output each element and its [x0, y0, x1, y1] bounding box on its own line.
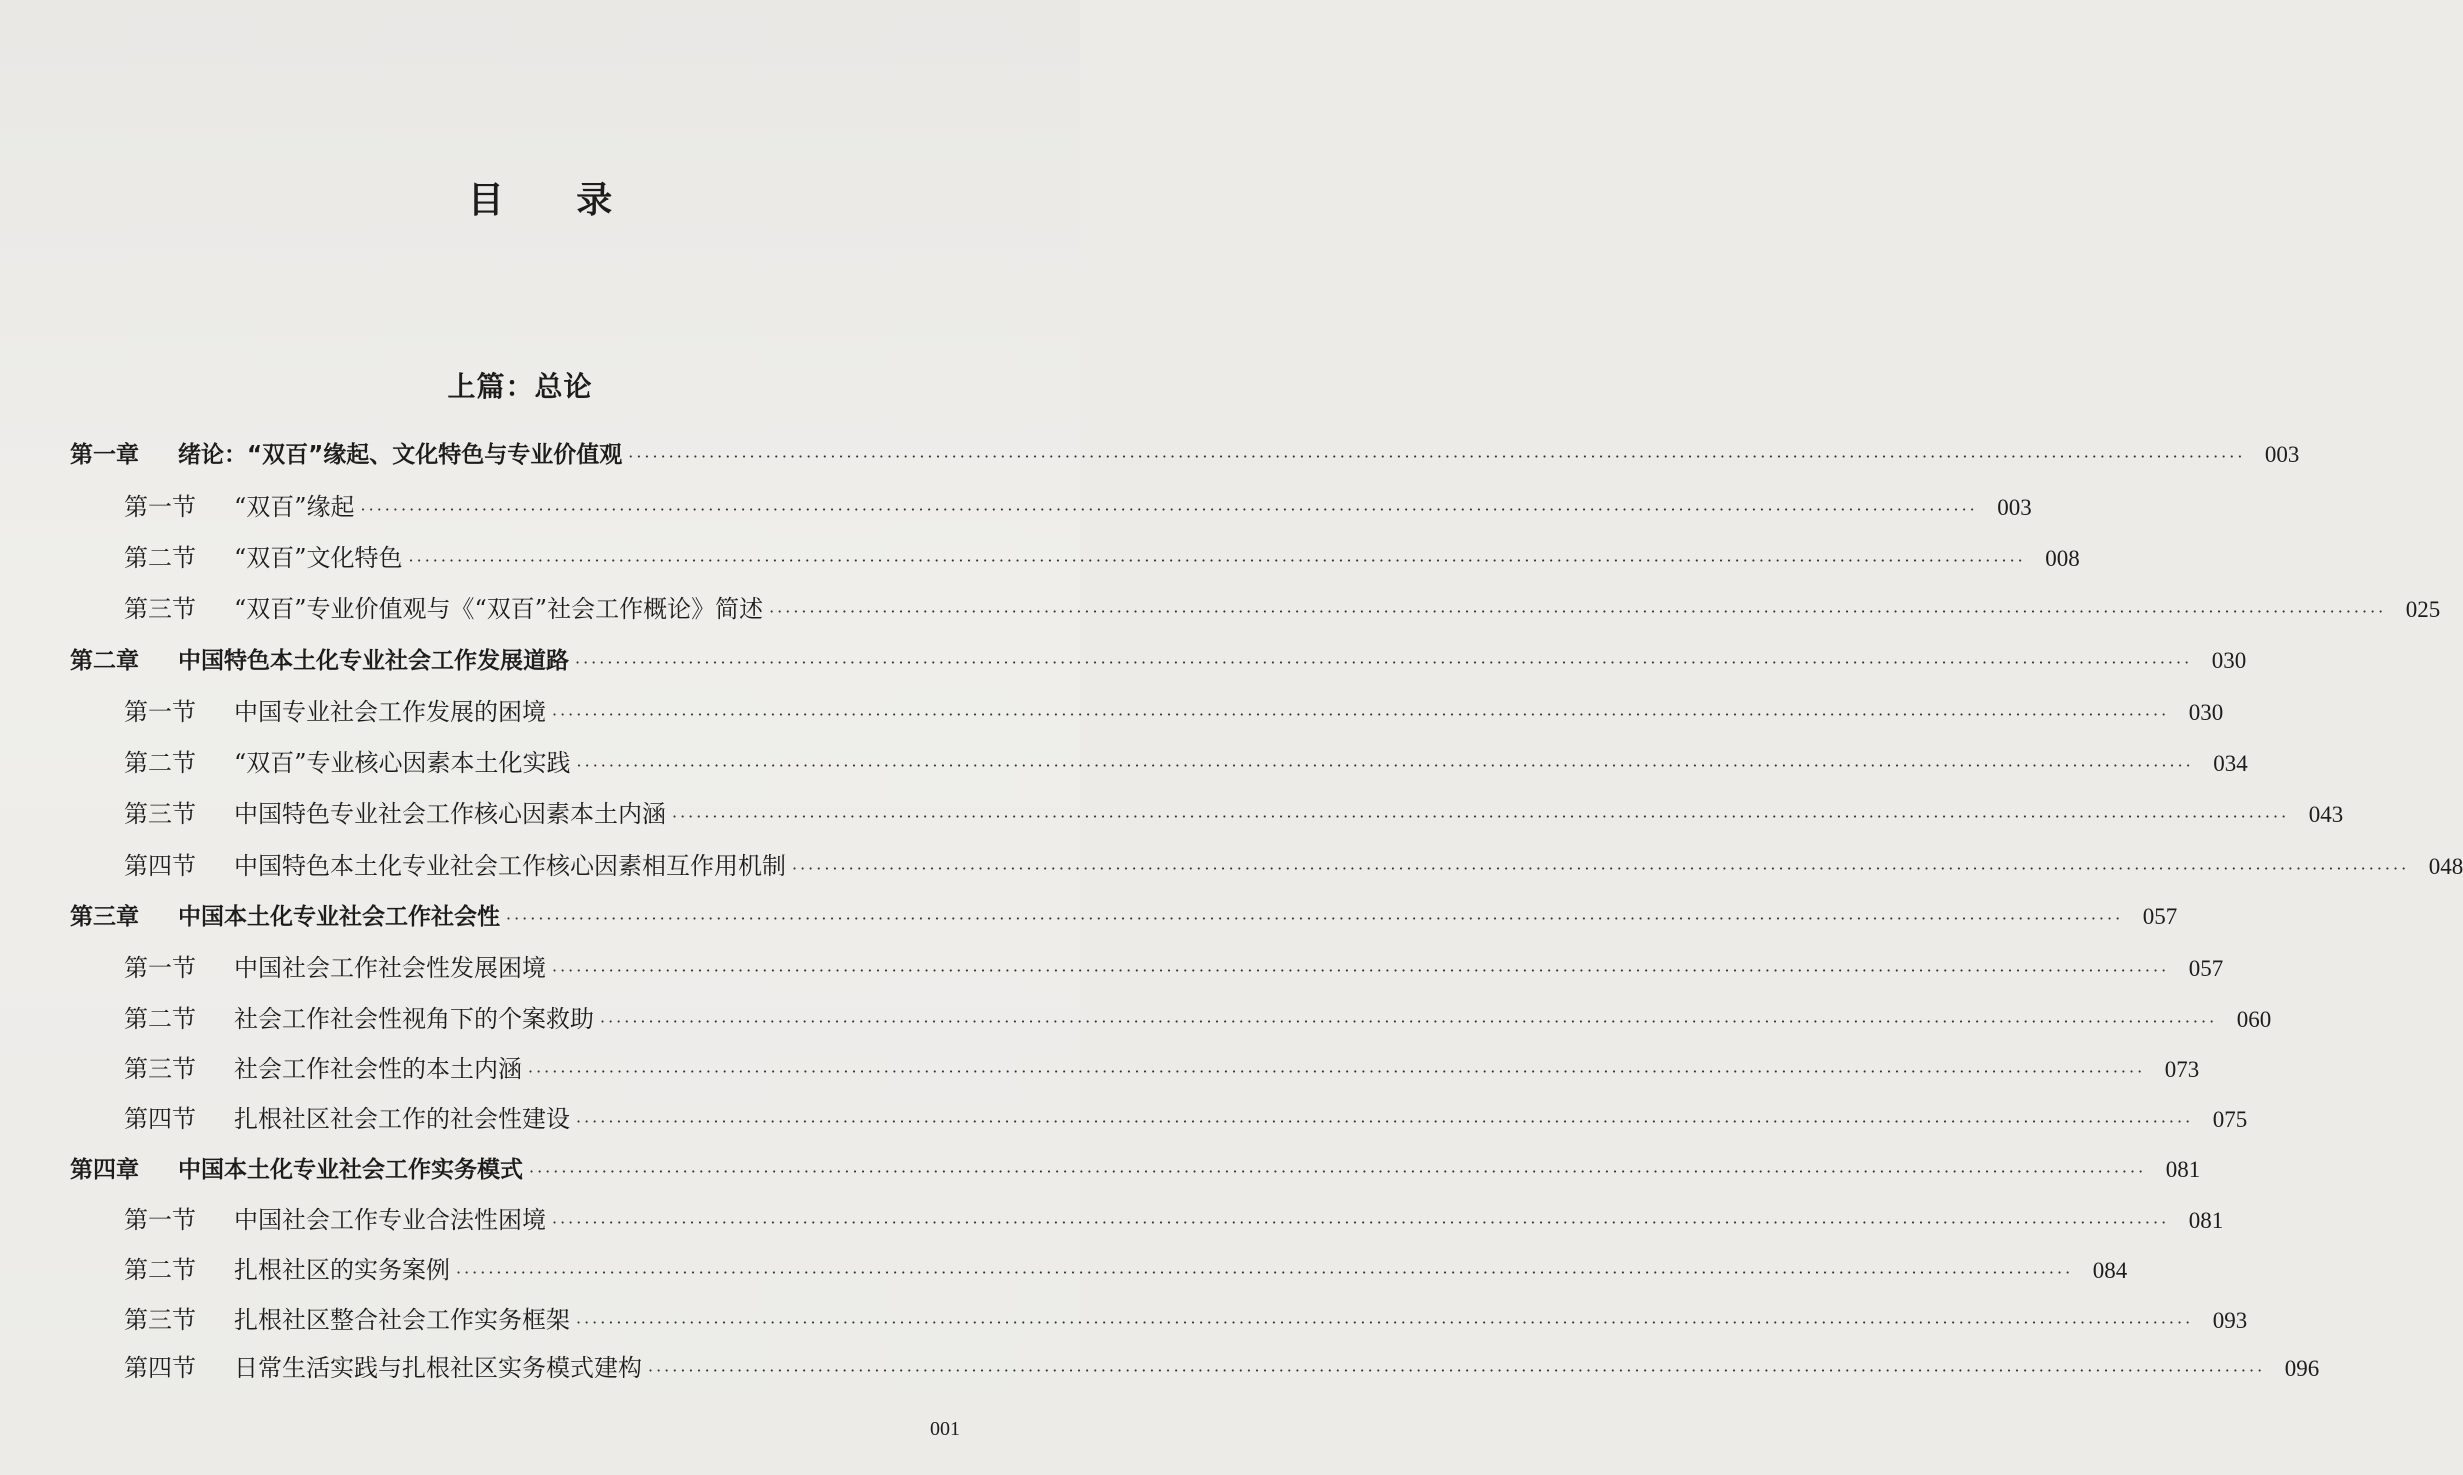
toc-section-entry [124, 1250, 2128, 1290]
dot-leader: ········································································································································································································ [792, 859, 2410, 878]
toc-section-entry [124, 538, 2080, 578]
entry-page: 008 [2045, 546, 2080, 571]
entry-title: 绪论：“双百”缘起、文化特色与专业价值观 [178, 442, 623, 468]
toc-section-entry [124, 999, 2272, 1039]
dot-leader: ········································································································································································································ [506, 909, 2124, 928]
entry-number: 第一节 [124, 1206, 196, 1234]
page-number: 001 [930, 1418, 960, 1440]
toc-section-entry [124, 948, 2224, 988]
dot-leader: ········································································································································································································ [648, 1361, 2266, 1380]
entry-page: 057 [2142, 904, 2178, 929]
entry-page: 043 [2308, 802, 2344, 827]
entry-number: 第四章 [70, 1157, 139, 1183]
entry-number: 第四节 [124, 852, 196, 880]
entry-page: 081 [2188, 1208, 2224, 1233]
dot-leader: ········································································································································································································ [528, 1062, 2146, 1081]
entry-page: 034 [2213, 751, 2248, 776]
dot-leader: ········································································································································································································ [552, 705, 2170, 724]
dot-leader: ········································································································································································································ [576, 1112, 2194, 1131]
toc-section-entry [124, 1348, 2320, 1388]
toc-section-entry [124, 743, 2248, 783]
entry-title: 中国社会工作社会性发展困境 [234, 954, 546, 982]
entry-number: 第三节 [124, 800, 196, 828]
entry-title: 社会工作社会性视角下的个案救助 [234, 1005, 594, 1033]
entry-title: 中国专业社会工作发展的困境 [234, 698, 546, 726]
dot-leader: ········································································································································································································ [529, 1162, 2147, 1181]
entry-page: 048 [2428, 854, 2463, 879]
entry-title: 中国本土化专业社会工作实务模式 [178, 1157, 523, 1183]
toc-section-entry [124, 846, 2463, 886]
entry-number: 第三节 [124, 595, 196, 623]
toc-chapter-entry [70, 897, 2178, 937]
entry-title: 中国社会工作专业合法性困境 [234, 1206, 546, 1234]
entry-number: 第一节 [124, 493, 196, 521]
toc-section-entry [124, 589, 2441, 629]
entry-number: 第二节 [124, 1005, 196, 1033]
entry-page: 096 [2284, 1356, 2320, 1381]
entry-title: 中国特色专业社会工作核心因素本土内涵 [234, 800, 666, 828]
toc-chapter-entry [70, 435, 2300, 475]
part-title: 上篇：总论 [447, 370, 593, 403]
toc-section-entry [124, 1300, 2248, 1340]
entry-title: 中国本土化专业社会工作社会性 [178, 904, 500, 930]
entry-title: 扎根社区整合社会工作实务框架 [234, 1306, 570, 1334]
toc-section-entry [124, 794, 2344, 834]
entry-number: 第一章 [70, 442, 139, 468]
entry-title: 日常生活实践与扎根社区实务模式建构 [234, 1354, 642, 1382]
dot-leader: ········································································································································································································ [576, 756, 2194, 775]
entry-page: 057 [2188, 956, 2224, 981]
entry-page: 003 [2264, 442, 2300, 467]
entry-number: 第四节 [124, 1105, 196, 1133]
entry-number: 第二节 [124, 544, 196, 572]
dot-leader: ········································································································································································································ [600, 1012, 2218, 1031]
entry-title: 中国特色本土化专业社会工作核心因素相互作用机制 [234, 852, 786, 880]
entry-number: 第三节 [124, 1055, 196, 1083]
dot-leader: ········································································································································································································ [672, 807, 2290, 826]
entry-title: “双百”缘起 [234, 493, 355, 521]
entry-number: 第三节 [124, 1306, 196, 1334]
entry-number: 第二节 [124, 1256, 196, 1284]
entry-title: 扎根社区的实务案例 [234, 1256, 450, 1284]
toc-section-entry [124, 487, 2032, 527]
entry-page: 030 [2211, 648, 2247, 673]
entry-title: “双百”专业价值观与《“双百”社会工作概论》简述 [234, 595, 764, 623]
dot-leader: ········································································································································································································ [408, 551, 2026, 570]
toc-section-entry [124, 1200, 2224, 1240]
dot-leader: ········································································································································································································ [552, 961, 2170, 980]
dot-leader: ········································································································································································································ [575, 653, 2193, 672]
toc-section-entry [124, 692, 2224, 732]
dot-leader: ········································································································································································································ [360, 500, 1978, 519]
dot-leader: ········································································································································································································ [456, 1263, 2074, 1282]
entry-title: 中国特色本土化专业社会工作发展道路 [178, 648, 569, 674]
dot-leader: ········································································································································································································ [628, 447, 2246, 466]
entry-page: 084 [2092, 1258, 2128, 1283]
entry-page: 060 [2236, 1007, 2272, 1032]
page-title: 目 录 [467, 179, 643, 221]
entry-number: 第一节 [124, 954, 196, 982]
entry-page: 081 [2165, 1157, 2201, 1182]
entry-title: “双百”专业核心因素本土化实践 [234, 749, 571, 777]
entry-page: 025 [2405, 597, 2441, 622]
entry-number: 第二节 [124, 749, 196, 777]
entry-number: 第四节 [124, 1354, 196, 1382]
entry-page: 073 [2164, 1057, 2200, 1082]
entry-title: 扎根社区社会工作的社会性建设 [234, 1105, 570, 1133]
dot-leader: ········································································································································································································ [576, 1313, 2194, 1332]
entry-number: 第一节 [124, 698, 196, 726]
toc-section-entry [124, 1049, 2200, 1089]
toc-chapter-entry [70, 1150, 2201, 1190]
entry-page: 093 [2212, 1308, 2248, 1333]
entry-number: 第三章 [70, 904, 139, 930]
entry-title: 社会工作社会性的本土内涵 [234, 1055, 522, 1083]
toc-chapter-entry [70, 641, 2247, 681]
entry-page: 003 [1997, 495, 2032, 520]
dot-leader: ········································································································································································································ [769, 602, 2387, 621]
entry-page: 030 [2188, 700, 2224, 725]
toc-section-entry [124, 1099, 2248, 1139]
entry-number: 第二章 [70, 648, 139, 674]
dot-leader: ········································································································································································································ [552, 1213, 2170, 1232]
entry-page: 075 [2212, 1107, 2248, 1132]
entry-title: “双百”文化特色 [234, 544, 403, 572]
